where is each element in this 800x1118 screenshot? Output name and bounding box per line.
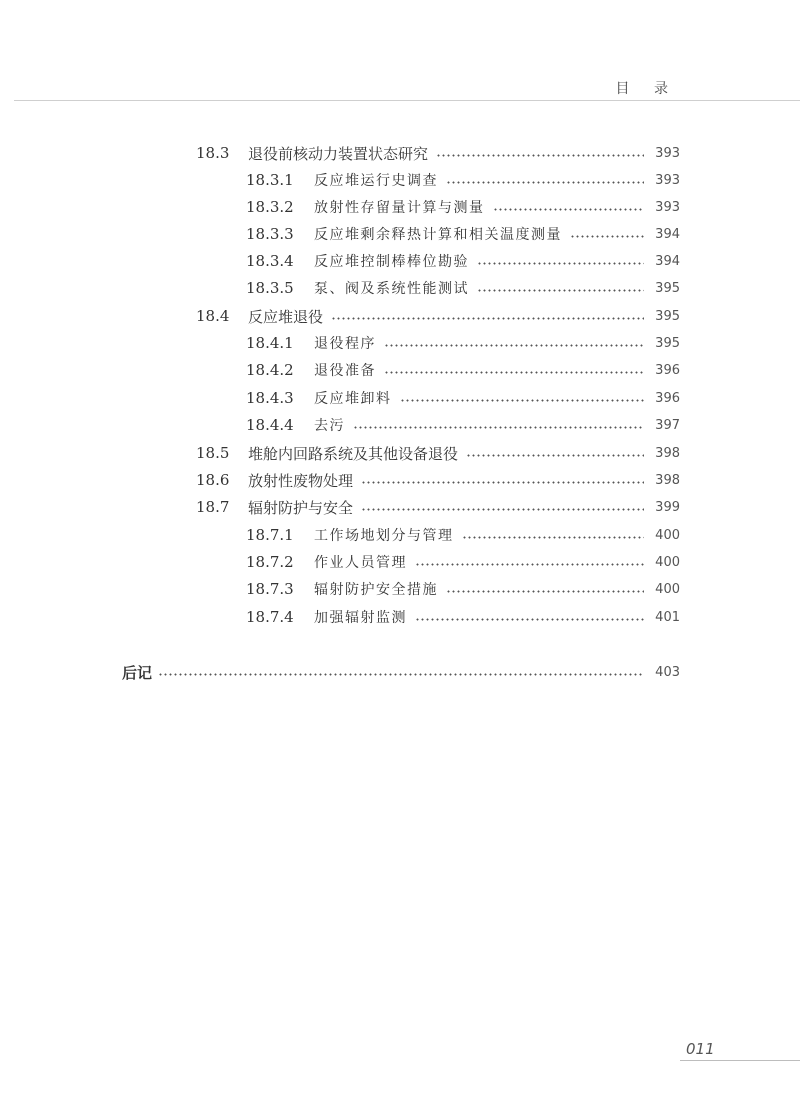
toc-entry[interactable]: [246, 195, 680, 219]
toc-dot-leader: [361, 481, 644, 484]
toc-entry-page: 398: [655, 472, 680, 488]
toc-entry-number: 18.7: [196, 498, 230, 516]
toc-entry[interactable]: [246, 523, 680, 547]
toc-entry-title: 作业人员管理: [314, 555, 407, 571]
toc-entry[interactable]: [246, 276, 680, 300]
toc-entry-number: 18.4.4: [246, 416, 294, 434]
toc-entry-page: 397: [655, 417, 680, 433]
toc-dot-leader: [400, 399, 645, 402]
toc-entry-page: 395: [655, 335, 680, 351]
toc-entry-page: 393: [655, 172, 680, 188]
toc-entry-title: 反应堆卸料: [314, 391, 392, 407]
toc-entry-page: 398: [655, 445, 680, 461]
toc-entry-page: 401: [655, 609, 680, 625]
page-header-title: 目 录: [615, 81, 678, 97]
toc-dot-leader: [415, 563, 644, 566]
toc-entry[interactable]: [246, 331, 680, 355]
toc-dot-leader: [570, 235, 644, 238]
toc-entry-title: 退役程序: [314, 336, 376, 352]
toc-dot-leader: [415, 618, 644, 621]
toc-entry-title: 反应堆运行史调查: [314, 173, 438, 189]
toc-dot-leader: [353, 426, 644, 429]
toc-entry-number: 18.3: [196, 144, 230, 162]
toc-entry-title: 辐射防护安全措施: [314, 582, 438, 598]
toc-entry[interactable]: [246, 550, 680, 574]
toc-entry-page: 395: [655, 280, 680, 296]
toc-entry-number: 18.3.5: [246, 279, 294, 297]
toc-entry-title: 反应堆控制棒棒位勘验: [314, 254, 469, 270]
toc-dot-leader: [384, 344, 644, 347]
toc-entry-page: 395: [655, 308, 680, 324]
toc-entry-title: 反应堆退役: [248, 307, 324, 326]
page-number: 011: [686, 1040, 715, 1058]
toc-entry[interactable]: [196, 304, 680, 328]
toc-entry-page: 394: [655, 253, 680, 269]
toc-entry-page: 393: [655, 199, 680, 215]
toc-entry-title: 加强辐射监测: [314, 610, 407, 626]
toc-entry-title: 放射性废物处理: [248, 471, 354, 490]
toc-entry-number: 18.3.1: [246, 171, 294, 189]
toc-entry[interactable]: [246, 413, 680, 437]
toc-entry-title: 退役准备: [314, 363, 376, 379]
toc-entry-title: 工作场地划分与管理: [314, 528, 454, 544]
toc-entry[interactable]: [196, 141, 680, 165]
toc-entry-title: 反应堆剩余释热计算和相关温度测量: [314, 227, 562, 243]
toc-entry-number: 18.7.1: [246, 526, 294, 544]
toc-entry[interactable]: [196, 441, 680, 465]
toc-dot-leader: [477, 262, 644, 265]
toc-entry-number: 18.3.4: [246, 252, 294, 270]
toc-entry-title: 辐射防护与安全: [248, 498, 354, 517]
toc-entry-number: 18.3.2: [246, 198, 294, 216]
toc-entry-title: 放射性存留量计算与测量: [314, 200, 485, 216]
toc-entry-number: 18.7.3: [246, 580, 294, 598]
toc-entry-title: 去污: [314, 418, 345, 434]
toc-dot-leader: [158, 673, 644, 676]
toc-dot-leader: [446, 590, 644, 593]
toc-entry-page: 400: [655, 581, 680, 597]
toc-dot-leader: [331, 317, 644, 320]
toc-entry[interactable]: [196, 468, 680, 492]
toc-entry-page: 399: [655, 499, 680, 515]
footer-divider: [680, 1060, 800, 1061]
toc-entry-page: 396: [655, 390, 680, 406]
toc-entry-number: 18.6: [196, 471, 230, 489]
toc-entry-page: 396: [655, 362, 680, 378]
toc-entry-number: 18.7.2: [246, 553, 294, 571]
toc-dot-leader: [493, 208, 645, 211]
toc-entry-title: 后记: [122, 663, 153, 682]
toc-entry-number: 18.5: [196, 444, 230, 462]
toc-entry-page: 400: [655, 554, 680, 570]
toc-dot-leader: [477, 289, 644, 292]
toc-entry-number: 18.4.3: [246, 389, 294, 407]
toc-entry[interactable]: [196, 495, 680, 519]
toc-entry[interactable]: [246, 358, 680, 382]
toc-entry-page: 394: [655, 226, 680, 242]
toc-dot-leader: [361, 508, 644, 511]
toc-dot-leader: [436, 154, 644, 157]
toc-entry-number: 18.4.2: [246, 361, 294, 379]
toc-entry-number: 18.4.1: [246, 334, 294, 352]
toc-entry[interactable]: [246, 249, 680, 273]
toc-entry-afterword[interactable]: [122, 660, 680, 684]
toc-entry-page: 403: [655, 664, 680, 680]
toc-entry[interactable]: [246, 386, 680, 410]
toc-dot-leader: [462, 536, 645, 539]
toc-entry[interactable]: [246, 168, 680, 192]
toc-entry[interactable]: [246, 605, 680, 629]
toc-entry-number: 18.7.4: [246, 608, 294, 626]
toc-entry[interactable]: [246, 577, 680, 601]
toc-dot-leader: [384, 371, 644, 374]
header-divider: [14, 100, 800, 101]
toc-dot-leader: [466, 454, 644, 457]
toc-entry-title: 退役前核动力装置状态研究: [248, 144, 429, 163]
toc-entry-number: 18.4: [196, 307, 230, 325]
toc-entry[interactable]: [246, 222, 680, 246]
toc-entry-title: 堆舱内回路系统及其他设备退役: [248, 444, 459, 463]
toc-entry-page: 393: [655, 145, 680, 161]
toc-entry-number: 18.3.3: [246, 225, 294, 243]
toc-dot-leader: [446, 181, 644, 184]
toc-entry-title: 泵、阀及系统性能测试: [314, 281, 469, 297]
toc-entry-page: 400: [655, 527, 680, 543]
